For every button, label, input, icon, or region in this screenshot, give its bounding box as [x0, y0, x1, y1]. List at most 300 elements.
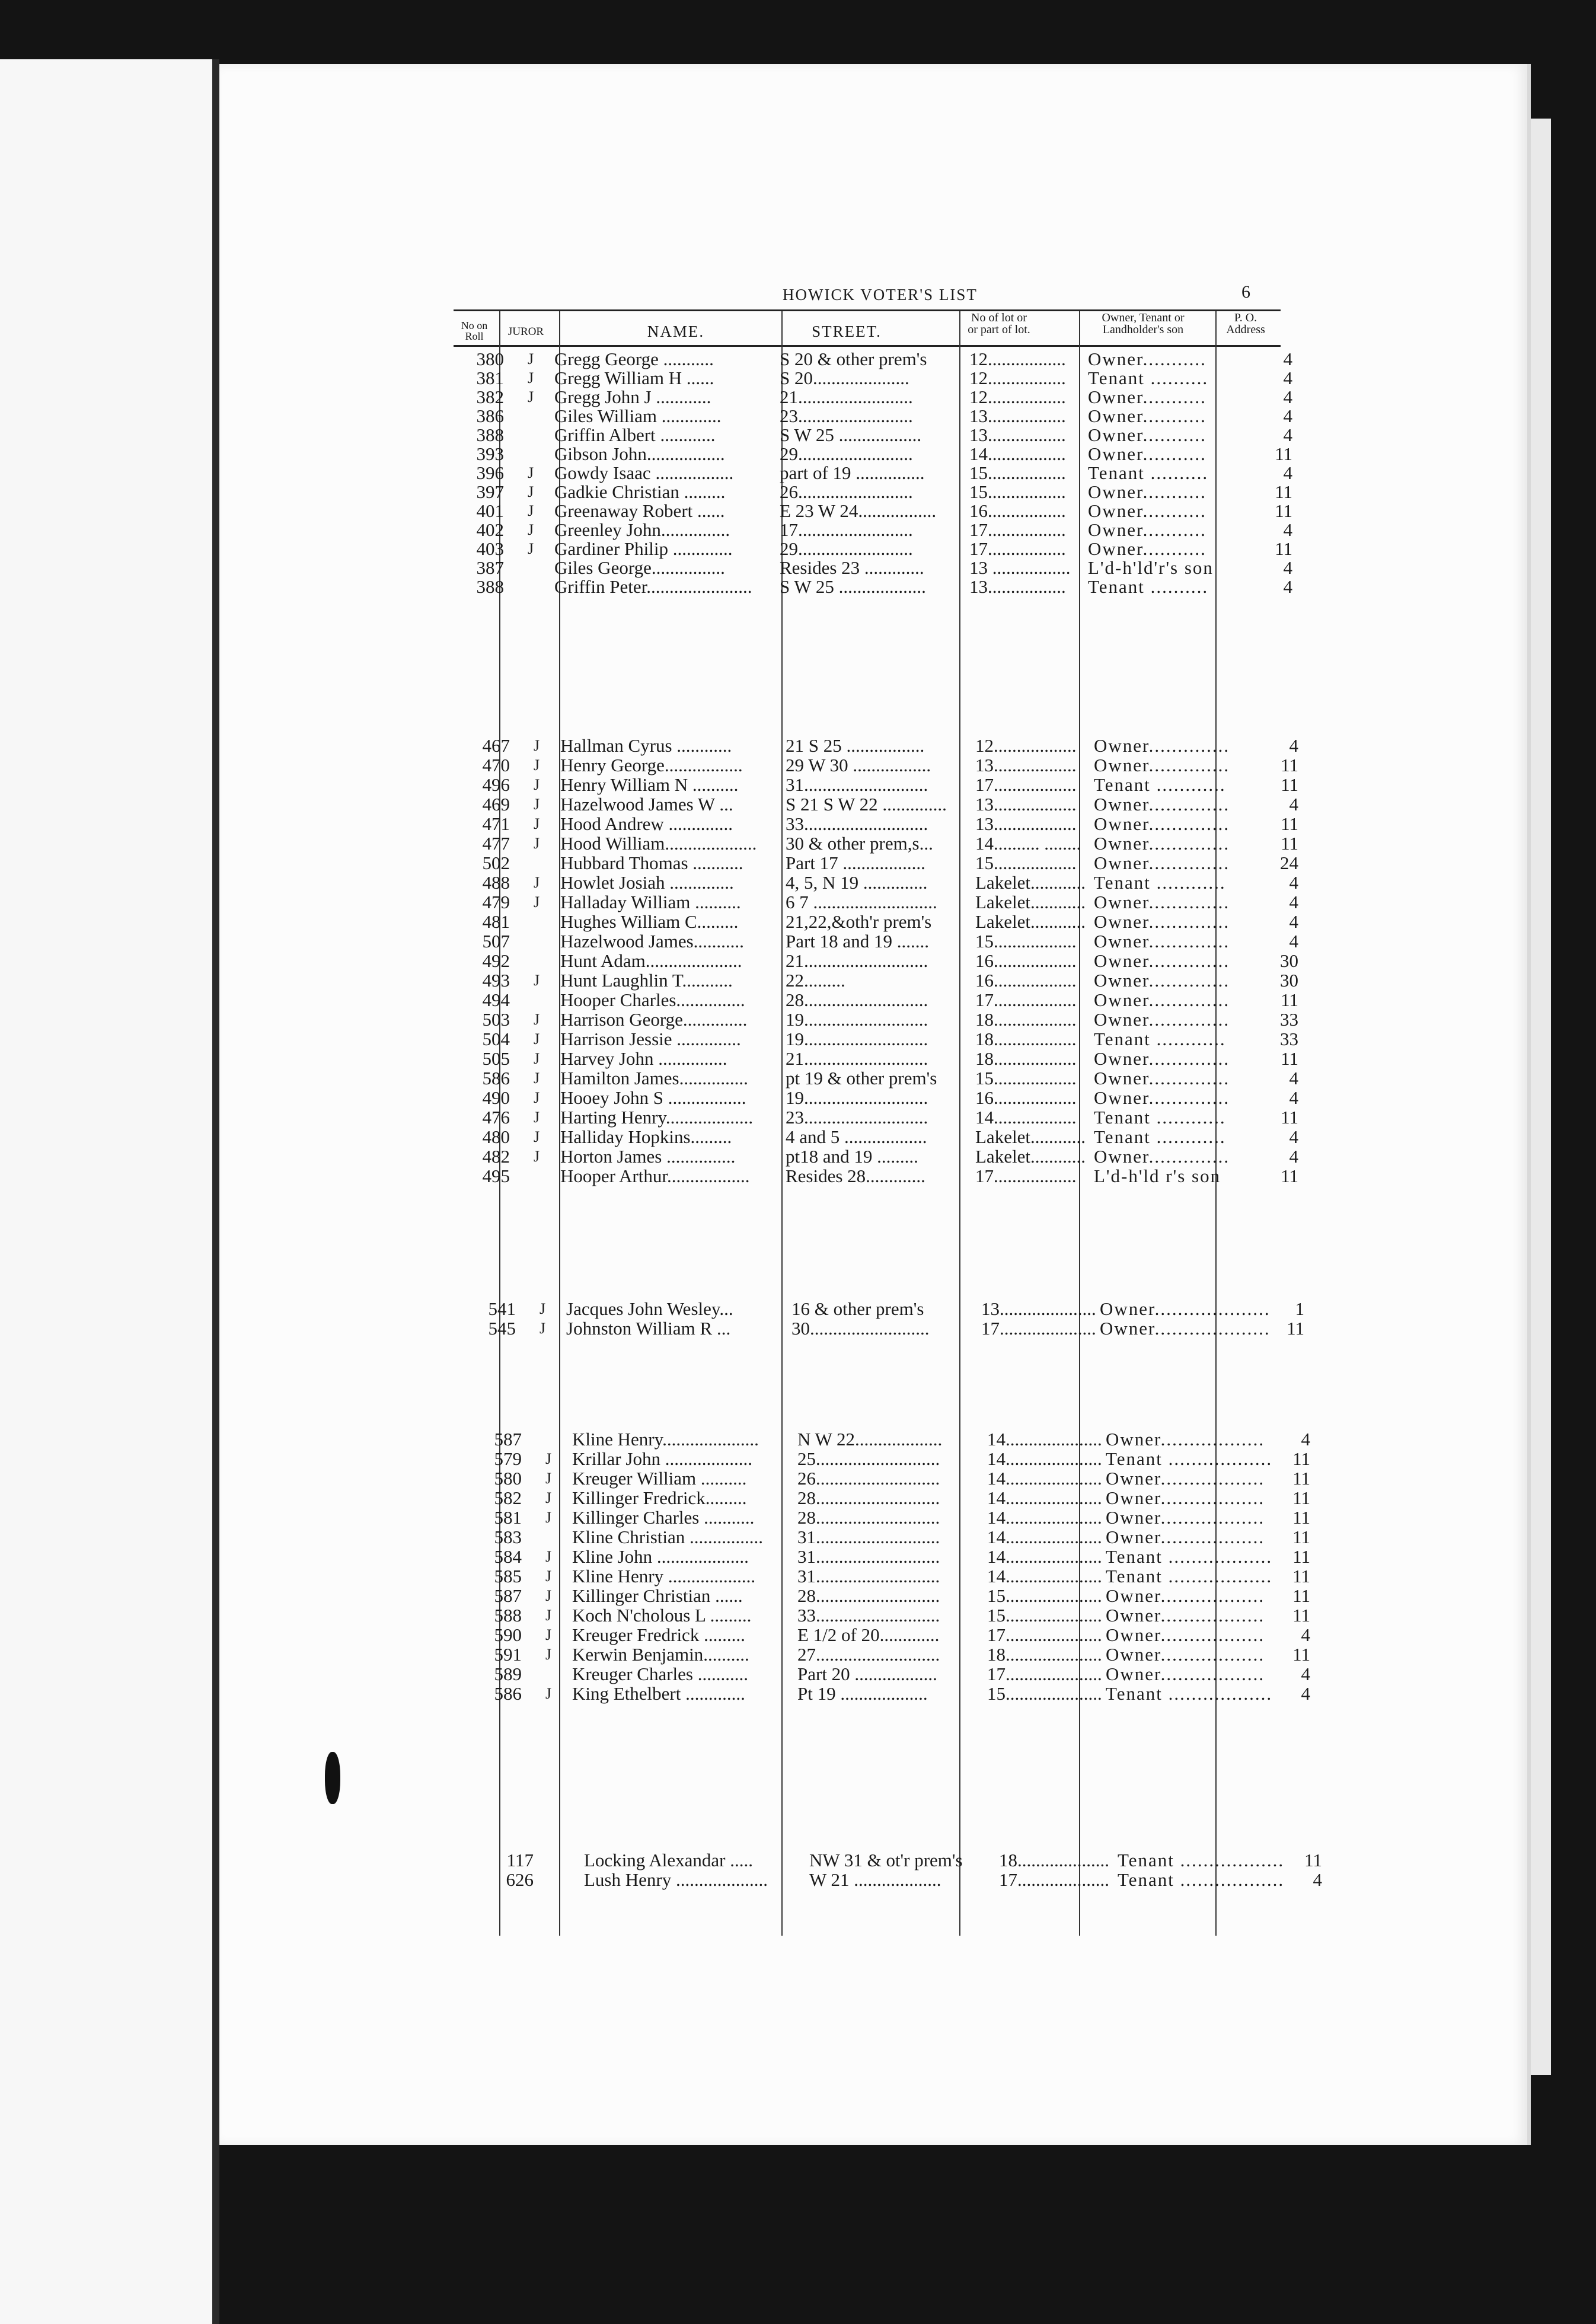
voter-name: Hallman Cyrus ............ — [560, 735, 732, 756]
voter-name: King Ethelbert ............. — [572, 1683, 745, 1704]
juror-mark: J — [545, 1509, 552, 1526]
owner-status: Tenant ............ — [1094, 1029, 1226, 1049]
street: 30.......................... — [791, 1318, 930, 1339]
po-address: 4 — [1289, 892, 1298, 912]
po-address: 11 — [1292, 1566, 1310, 1586]
street: 23........................... — [786, 1107, 928, 1128]
lot-number: 13.................. — [975, 755, 1077, 775]
voter-name: Koch N'cholous L ......... — [572, 1605, 752, 1626]
po-address: 11 — [1292, 1468, 1310, 1489]
po-address: 4 — [1283, 576, 1292, 597]
juror-mark: J — [533, 737, 540, 754]
column-header-owner: Owner, Tenant or Landholder's son — [1102, 311, 1185, 336]
page-number: 6 — [1241, 282, 1250, 302]
street: NW 31 & ot'r prem's — [809, 1850, 963, 1870]
roll-number: 493 — [482, 970, 510, 991]
po-address: 24 — [1280, 853, 1298, 873]
po-address: 4 — [1289, 1068, 1298, 1088]
po-address: 4 — [1283, 519, 1292, 540]
juror-mark: J — [527, 369, 534, 387]
lot-number: 15..................... — [987, 1585, 1102, 1606]
voter-name: Kreuger William .......... — [572, 1468, 747, 1489]
roll-number: 479 — [482, 892, 510, 912]
owner-status: Tenant .................. — [1106, 1566, 1273, 1586]
po-address: 4 — [1301, 1683, 1310, 1704]
po-address: 11 — [1292, 1546, 1310, 1567]
juror-mark: J — [545, 1450, 552, 1467]
po-address: 4 — [1301, 1624, 1310, 1645]
voter-name: Gadkie Christian ......... — [554, 481, 726, 502]
street: 21......................... — [780, 387, 913, 407]
column-header-name: NAME. — [647, 323, 705, 340]
lot-number: 13 ................. — [969, 557, 1071, 578]
owner-status: Owner........... — [1088, 481, 1206, 502]
lot-number: 16.................. — [975, 970, 1077, 991]
roll-number: 387 — [476, 557, 504, 578]
street: 31........................... — [797, 1566, 940, 1586]
lot-number: 18.................... — [999, 1850, 1109, 1870]
street: 28........................... — [786, 989, 928, 1010]
lot-number: 14................. — [969, 443, 1066, 464]
roll-number: 401 — [476, 500, 504, 521]
po-address: 11 — [1275, 443, 1292, 464]
voter-name: Hamilton James............... — [560, 1068, 748, 1088]
owner-status: Owner.................. — [1106, 1429, 1265, 1450]
po-address: 1 — [1295, 1298, 1304, 1319]
lot-number: 14.......... ........ — [975, 833, 1081, 854]
lot-number: 13.................. — [975, 813, 1077, 834]
po-address: 4 — [1289, 872, 1298, 893]
lot-number: 17.................. — [975, 1166, 1077, 1186]
voter-name: Gregg John J ............ — [554, 387, 711, 407]
street: 26......................... — [780, 481, 913, 502]
voter-name: Halladay William .......... — [560, 892, 741, 912]
po-address: 4 — [1313, 1869, 1322, 1890]
street: 28........................... — [797, 1585, 940, 1606]
po-address: 11 — [1275, 538, 1292, 559]
po-address: 4 — [1301, 1664, 1310, 1684]
juror-mark: J — [533, 1128, 540, 1145]
owner-status: Owner.............. — [1094, 989, 1230, 1010]
juror-mark: J — [533, 1011, 540, 1028]
roll-number: 584 — [494, 1546, 522, 1567]
owner-status: Owner.............. — [1094, 833, 1230, 854]
juror-mark: J — [533, 1070, 540, 1087]
roll-number: 585 — [494, 1566, 522, 1586]
roll-number: 403 — [476, 538, 504, 559]
roll-number: 471 — [482, 813, 510, 834]
roll-number: 503 — [482, 1009, 510, 1030]
book-gutter — [212, 59, 219, 2324]
owner-status: Tenant .................. — [1106, 1448, 1273, 1469]
street: 29......................... — [780, 443, 913, 464]
owner-status: Owner.................. — [1106, 1527, 1265, 1547]
owner-status: Tenant .................. — [1106, 1546, 1273, 1567]
voter-name: Hooper Charles............... — [560, 989, 745, 1010]
juror-mark: J — [545, 1607, 552, 1624]
po-address: 4 — [1283, 387, 1292, 407]
po-address: 11 — [1292, 1487, 1310, 1508]
juror-mark: J — [533, 1109, 540, 1126]
po-address: 30 — [1280, 950, 1298, 971]
street: Part 18 and 19 ....... — [786, 931, 929, 952]
street: 19........................... — [786, 1029, 928, 1049]
voter-name: Johnston William R ... — [566, 1318, 731, 1339]
roll-number: 541 — [488, 1298, 516, 1319]
owner-status: Owner.................. — [1106, 1605, 1265, 1626]
roll-number: 579 — [494, 1448, 522, 1469]
voter-name: Kline Christian ................ — [572, 1527, 764, 1547]
juror-mark: J — [533, 874, 540, 891]
juror-mark: J — [527, 483, 534, 500]
lot-number: 16.................. — [975, 1087, 1077, 1108]
po-address: 11 — [1281, 1166, 1298, 1186]
owner-status: L'd-h'ld'r's son — [1088, 557, 1214, 578]
voter-name: Hazelwood James W ... — [560, 794, 733, 815]
voter-name: Hubbard Thomas ........... — [560, 853, 743, 873]
voter-name: Hughes William C......... — [560, 911, 739, 932]
roll-number: 588 — [494, 1605, 522, 1626]
lot-number: 14..................... — [987, 1468, 1102, 1489]
roll-number: 402 — [476, 519, 504, 540]
voter-name: Horton James ............... — [560, 1146, 736, 1167]
roll-number: 467 — [482, 735, 510, 756]
roll-number: 396 — [476, 462, 504, 483]
owner-status: Owner.................. — [1106, 1585, 1265, 1606]
juror-mark: J — [527, 502, 534, 519]
juror-mark: J — [545, 1646, 552, 1663]
po-address: 4 — [1289, 794, 1298, 815]
voter-name: Greenaway Robert ...... — [554, 500, 725, 521]
owner-status: Tenant .......... — [1088, 576, 1209, 597]
roll-number: 626 — [506, 1869, 534, 1890]
lot-number: 12................. — [969, 387, 1066, 407]
voter-name: Gregg George ........... — [554, 349, 714, 369]
roll-number: 583 — [494, 1527, 522, 1547]
roll-number: 380 — [476, 349, 504, 369]
po-address: 11 — [1275, 481, 1292, 502]
owner-status: Owner.............. — [1094, 853, 1230, 873]
street: E 23 W 24................. — [780, 500, 937, 521]
owner-status: Owner.................. — [1106, 1468, 1265, 1489]
owner-status: Owner.............. — [1094, 892, 1230, 912]
street: 33........................... — [786, 813, 928, 834]
po-address: 4 — [1289, 1087, 1298, 1108]
column-header-po: P. O. Address — [1226, 311, 1265, 336]
voter-name: Kline John .................... — [572, 1546, 749, 1567]
owner-status: Owner........... — [1088, 443, 1206, 464]
juror-mark: J — [533, 1050, 540, 1067]
po-address: 4 — [1283, 349, 1292, 369]
voter-name: Hunt Adam..................... — [560, 950, 742, 971]
roll-number: 586 — [494, 1683, 522, 1704]
roll-number: 492 — [482, 950, 510, 971]
voter-name: Gibson John................. — [554, 443, 725, 464]
owner-status: Owner.............. — [1094, 931, 1230, 952]
roll-number: 476 — [482, 1107, 510, 1128]
owner-status: Owner........... — [1088, 387, 1206, 407]
owner-status: Owner.............. — [1094, 1048, 1230, 1069]
lot-number: 18.................. — [975, 1029, 1077, 1049]
owner-status: Owner.................. — [1106, 1487, 1265, 1508]
street: S 21 S W 22 .............. — [786, 794, 947, 815]
voter-name: Jacques John Wesley... — [566, 1298, 733, 1319]
lot-number: 14.................. — [975, 1107, 1077, 1128]
voter-name: Lush Henry .................... — [584, 1869, 768, 1890]
po-address: 4 — [1283, 462, 1292, 483]
po-address: 4 — [1283, 406, 1292, 426]
juror-mark: J — [527, 464, 534, 481]
street: 17......................... — [780, 519, 913, 540]
roll-number: 494 — [482, 989, 510, 1010]
voter-name: Halliday Hopkins......... — [560, 1126, 732, 1147]
roll-number: 469 — [482, 794, 510, 815]
owner-status: Owner........... — [1088, 424, 1206, 445]
owner-status: Tenant .......... — [1088, 462, 1209, 483]
juror-mark: J — [539, 1320, 546, 1337]
facing-page — [0, 59, 212, 2324]
juror-mark: J — [539, 1300, 546, 1317]
voter-name: Kerwin Benjamin.......... — [572, 1644, 749, 1665]
juror-mark: J — [545, 1489, 552, 1506]
column-header-street: STREET. — [812, 323, 882, 340]
street: S W 25 .................. — [780, 424, 922, 445]
street: 27........................... — [797, 1644, 940, 1665]
po-address: 11 — [1292, 1605, 1310, 1626]
juror-mark: J — [545, 1568, 552, 1585]
juror-mark: J — [545, 1470, 552, 1487]
lot-number: 12................. — [969, 349, 1066, 369]
voter-name: Hooper Arthur.................. — [560, 1166, 750, 1186]
street: 21,22,&oth'r prem's — [786, 911, 932, 932]
street: pt 19 & other prem's — [786, 1068, 937, 1088]
owner-status: Owner.................. — [1106, 1644, 1265, 1665]
owner-status: Owner.................. — [1106, 1664, 1265, 1684]
po-address: 4 — [1289, 911, 1298, 932]
juror-mark: J — [533, 835, 540, 852]
lot-number: 17................. — [969, 538, 1066, 559]
po-address: 11 — [1281, 774, 1298, 795]
lot-number: 12................. — [969, 368, 1066, 388]
lot-number: 14..................... — [987, 1546, 1102, 1567]
voter-name: Hooey John S ................. — [560, 1087, 746, 1108]
roll-number: 382 — [476, 387, 504, 407]
po-address: 30 — [1280, 970, 1298, 991]
voter-name: Killinger Christian ...... — [572, 1585, 743, 1606]
owner-status: Owner.................. — [1106, 1507, 1265, 1528]
street: 21 S 25 ................. — [786, 735, 925, 756]
voter-name: Kreuger Fredrick ......... — [572, 1624, 745, 1645]
po-address: 11 — [1292, 1507, 1310, 1528]
owner-status: L'd-h'ld r's son — [1094, 1166, 1221, 1186]
owner-status: Owner.................. — [1106, 1624, 1265, 1645]
juror-mark: J — [533, 972, 540, 989]
juror-mark: J — [533, 796, 540, 813]
lot-number: 12.................. — [975, 735, 1077, 756]
lot-number: 18..................... — [987, 1644, 1102, 1665]
owner-status: Owner.............. — [1094, 755, 1230, 775]
po-address: 11 — [1275, 500, 1292, 521]
owner-status: Owner........... — [1088, 406, 1206, 426]
po-address: 4 — [1283, 368, 1292, 388]
owner-status: Tenant ............ — [1094, 1107, 1226, 1128]
street: Part 20 .................. — [797, 1664, 937, 1684]
owner-status: Owner.............. — [1094, 1009, 1230, 1030]
lot-number: 14..................... — [987, 1448, 1102, 1469]
lot-number: 15..................... — [987, 1683, 1102, 1704]
lot-number: 17..................... — [987, 1664, 1102, 1684]
lot-number: 17..................... — [987, 1624, 1102, 1645]
voter-name: Howlet Josiah .............. — [560, 872, 734, 893]
owner-status: Tenant ............ — [1094, 872, 1226, 893]
voter-name: Harrison Jessie .............. — [560, 1029, 741, 1049]
street: 21........................... — [786, 1048, 928, 1069]
roll-number: 586 — [482, 1068, 510, 1088]
roll-number: 496 — [482, 774, 510, 795]
owner-status: Owner.............. — [1094, 1087, 1230, 1108]
voter-name: Killinger Charles ........... — [572, 1507, 755, 1528]
owner-status: Owner.................... — [1100, 1318, 1271, 1339]
owner-status: Tenant .................. — [1118, 1850, 1285, 1870]
street: 29 W 30 ................. — [786, 755, 931, 775]
street: 29......................... — [780, 538, 913, 559]
lot-number: 14..................... — [987, 1527, 1102, 1547]
po-address: 11 — [1292, 1585, 1310, 1606]
voter-name: Harvey John ............... — [560, 1048, 727, 1069]
roll-number: 591 — [494, 1644, 522, 1665]
voter-name: Hazelwood James........... — [560, 931, 744, 952]
owner-status: Owner........... — [1088, 349, 1206, 369]
lot-number: Lakelet............ — [975, 892, 1086, 912]
voter-name: Kline Henry ................... — [572, 1566, 756, 1586]
lot-number: 15.................. — [975, 1068, 1077, 1088]
street: Resides 28............. — [786, 1166, 925, 1186]
lot-number: 15.................. — [975, 931, 1077, 952]
owner-status: Owner.............. — [1094, 950, 1230, 971]
roll-number: 505 — [482, 1048, 510, 1069]
juror-mark: J — [527, 388, 534, 406]
lot-number: 17.................... — [999, 1869, 1109, 1890]
po-address: 11 — [1287, 1318, 1304, 1339]
owner-status: Tenant ............ — [1094, 1126, 1226, 1147]
column-header-juror: JUROR — [507, 325, 544, 338]
street: 19........................... — [786, 1009, 928, 1030]
lot-number: 14..................... — [987, 1566, 1102, 1586]
juror-mark: J — [545, 1685, 552, 1702]
voter-name: Greenley John............... — [554, 519, 730, 540]
street: E 1/2 of 20............. — [797, 1624, 940, 1645]
roll-number: 488 — [482, 872, 510, 893]
po-address: 33 — [1280, 1029, 1298, 1049]
lot-number: 13................. — [969, 424, 1066, 445]
po-address: 11 — [1281, 755, 1298, 775]
street: S W 25 ................... — [780, 576, 926, 597]
street: 4, 5, N 19 .............. — [786, 872, 928, 893]
lot-number: 17..................... — [981, 1318, 1096, 1339]
street: 28........................... — [797, 1507, 940, 1528]
juror-mark: J — [533, 756, 540, 774]
juror-mark: J — [533, 1030, 540, 1048]
roll-number: 504 — [482, 1029, 510, 1049]
po-address: 4 — [1283, 557, 1292, 578]
voter-name: Kreuger Charles ........... — [572, 1664, 748, 1684]
juror-mark: J — [533, 893, 540, 911]
roll-number: 490 — [482, 1087, 510, 1108]
owner-status: Owner.............. — [1094, 794, 1230, 815]
street: S 20 & other prem's — [780, 349, 927, 369]
roll-number: 381 — [476, 368, 504, 388]
street: 22......... — [786, 970, 845, 991]
po-address: 4 — [1289, 1126, 1298, 1147]
street: 6 7 ........................... — [786, 892, 937, 912]
roll-number: 587 — [494, 1585, 522, 1606]
street: Resides 23 ............. — [780, 557, 924, 578]
juror-mark: J — [527, 350, 534, 368]
owner-status: Owner........... — [1088, 500, 1206, 521]
roll-number: 388 — [476, 576, 504, 597]
voter-name: Henry George................. — [560, 755, 743, 775]
voter-name: Hood Andrew .............. — [560, 813, 733, 834]
lot-number: 13................. — [969, 576, 1066, 597]
po-address: 11 — [1281, 1107, 1298, 1128]
voter-name: Griffin Albert ............ — [554, 424, 716, 445]
lot-number: 14..................... — [987, 1507, 1102, 1528]
roll-number: 502 — [482, 853, 510, 873]
lot-number: 17................. — [969, 519, 1066, 540]
page-title: HOWICK VOTER'S LIST — [783, 286, 978, 304]
roll-number: 470 — [482, 755, 510, 775]
lot-number: 17.................. — [975, 774, 1077, 795]
po-address: 4 — [1289, 1146, 1298, 1167]
owner-status: Owner.............. — [1094, 813, 1230, 834]
voter-name: Kline Henry..................... — [572, 1429, 759, 1450]
juror-mark: J — [545, 1587, 552, 1604]
street: part of 19 ............... — [780, 462, 925, 483]
roll-number: 117 — [506, 1850, 534, 1870]
voter-name: Giles George................ — [554, 557, 725, 578]
voter-name: Harting Henry................... — [560, 1107, 754, 1128]
roll-number: 589 — [494, 1664, 522, 1684]
column-header-roll: No on Roll — [461, 320, 488, 342]
roll-number: 482 — [482, 1146, 510, 1167]
lot-number: Lakelet............ — [975, 1126, 1086, 1147]
po-address: 4 — [1289, 735, 1298, 756]
voter-name: Gregg William H ...... — [554, 368, 714, 388]
voter-name: Hunt Laughlin T........... — [560, 970, 733, 991]
street: W 21 ................... — [809, 1869, 941, 1890]
owner-status: Owner........... — [1088, 519, 1206, 540]
roll-number: 582 — [494, 1487, 522, 1508]
lot-number: 16................. — [969, 500, 1066, 521]
ink-blot — [325, 1752, 340, 1804]
lot-number: 14..................... — [987, 1429, 1102, 1450]
lot-number: 13.................. — [975, 794, 1077, 815]
street: 4 and 5 .................. — [786, 1126, 927, 1147]
juror-mark: J — [527, 521, 534, 538]
voter-name: Harrison George.............. — [560, 1009, 748, 1030]
owner-status: Owner.............. — [1094, 735, 1230, 756]
voter-name: Locking Alexandar ..... — [584, 1850, 753, 1870]
street: 31........................... — [786, 774, 928, 795]
roll-number: 545 — [488, 1318, 516, 1339]
voter-name: Griffin Peter....................... — [554, 576, 752, 597]
street: 19........................... — [786, 1087, 928, 1108]
street: 30 & other prem,s... — [786, 833, 933, 854]
street: 28........................... — [797, 1487, 940, 1508]
roll-number: 477 — [482, 833, 510, 854]
roll-number: 495 — [482, 1166, 510, 1186]
roll-number: 581 — [494, 1507, 522, 1528]
